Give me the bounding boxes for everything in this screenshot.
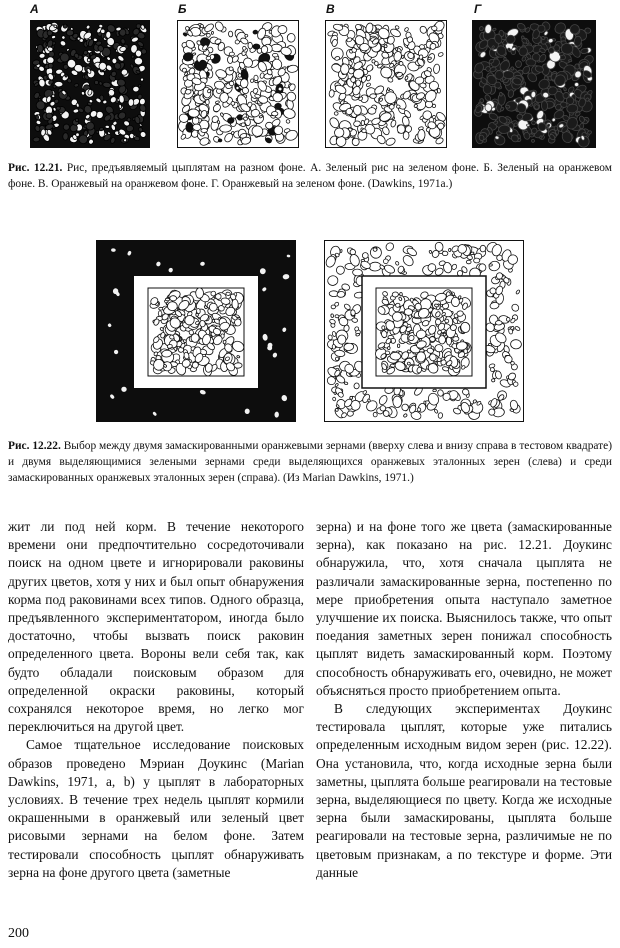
left-column <box>8 518 304 882</box>
caption-text: Рис, предъявляемый цыплятам на разном фоне. А. Зеленый рис на зеленом фоне. Б. Зеленый на оранжевом фоне. В. Оранжевый на оранжевом фоне. Г. Оранжевый на зеленом фоне. (Dawkins, 1971a.) <box>8 162 612 190</box>
paragraph: жит ли под ней корм. В течение некоторого времени они предпочтительно сосредоточивали поиск на одном цвете и игнорировали раковины других цветов, хотя у них и был опыт обнаружения корма под раковинами всех типов. Одного образца, предъявленного экспериментатором, иногда было достаточно, чтобы вызвать поиск раковин определенного цвета. Вороны вели себя так, как будто обладали поисковым образом для определенной окраски раковины, который сохранялся некоторое время, но легко мог переключиться на другой цвет. <box>8 519 304 735</box>
panel-v-image <box>325 20 447 148</box>
panel-letter-v: В <box>326 2 335 16</box>
figure-12-21-caption <box>8 160 612 192</box>
caption-label: Рис. 12.22. <box>8 440 61 452</box>
paragraph: Самое тщательное исследование поисковых образов проведено Мэриан Доукинс (Marian Dawkins, 1971, a, b) у цыплят в лабораторных условиях. В течение трех недель цыплят кормили окрашенными в оранжевый или зеленый цвет рисовыми зернами на белом фоне. Затем тестировали способность цыплят обнаруживать зерна на фоне другого цвета (заметные <box>8 737 304 880</box>
figure-12-22-right <box>324 240 524 422</box>
figure-12-22-left <box>96 240 296 422</box>
figure-12-22-caption <box>8 438 612 486</box>
panel-a-image <box>30 20 150 148</box>
panel-letter-b: Б <box>178 2 187 16</box>
panel-b-image <box>177 20 299 148</box>
right-column <box>316 518 612 882</box>
figure-12-22 <box>0 240 620 430</box>
paragraph: В следующих экспериментах Доукинс тестировала цыплят, которые уже питались определенным исходным видом зерен (рис. 12.22). Она установила, что, когда исходные зерна были заметны, цыплята больше реагировали на тестовые зерна, выделяющиеся по цвету. Когда же исходные зерна были замаскированы, цыплята больше реагировали на тестовые зерна, различимые не по цветовым признакам, а по текстуре и форме. Эти данные <box>316 701 612 880</box>
figure-12-21 <box>0 0 620 160</box>
caption-text: Выбор между двумя замаскированными оранжевыми зернами (вверху слева и внизу справа в тестовом квадрате) и двумя выделяющимися зелеными зернами среди выделяющихся оранжевых эталонных зерен (слева) и среди замаскированных оранжевых эталонных зерен (справа). (Из Marian Dawkins, 1971.) <box>8 440 612 484</box>
caption-label: Рис. 12.21. <box>8 162 63 174</box>
panel-g-image <box>472 20 596 148</box>
panel-letter-a: А <box>30 2 39 16</box>
paragraph: зерна) и на фоне того же цвета (замаскированные зерна), как показано на рис. 12.21. Доукинс обнаружила, что, хотя сначала цыплята не различали замаскированные зерна, постепенно по мере приобретения опыта наступало заметное улучшение их поиска. Выяснилось также, что опыт поедания заметных зерен понижал способность цыплят видеть замаскированный корм. Поэтому способность обнаруживать его, очевидно, не может объясняться просто приобретением опыта. <box>316 519 612 698</box>
page-number: 200 <box>8 926 29 941</box>
panel-letter-g: Г <box>474 2 482 16</box>
